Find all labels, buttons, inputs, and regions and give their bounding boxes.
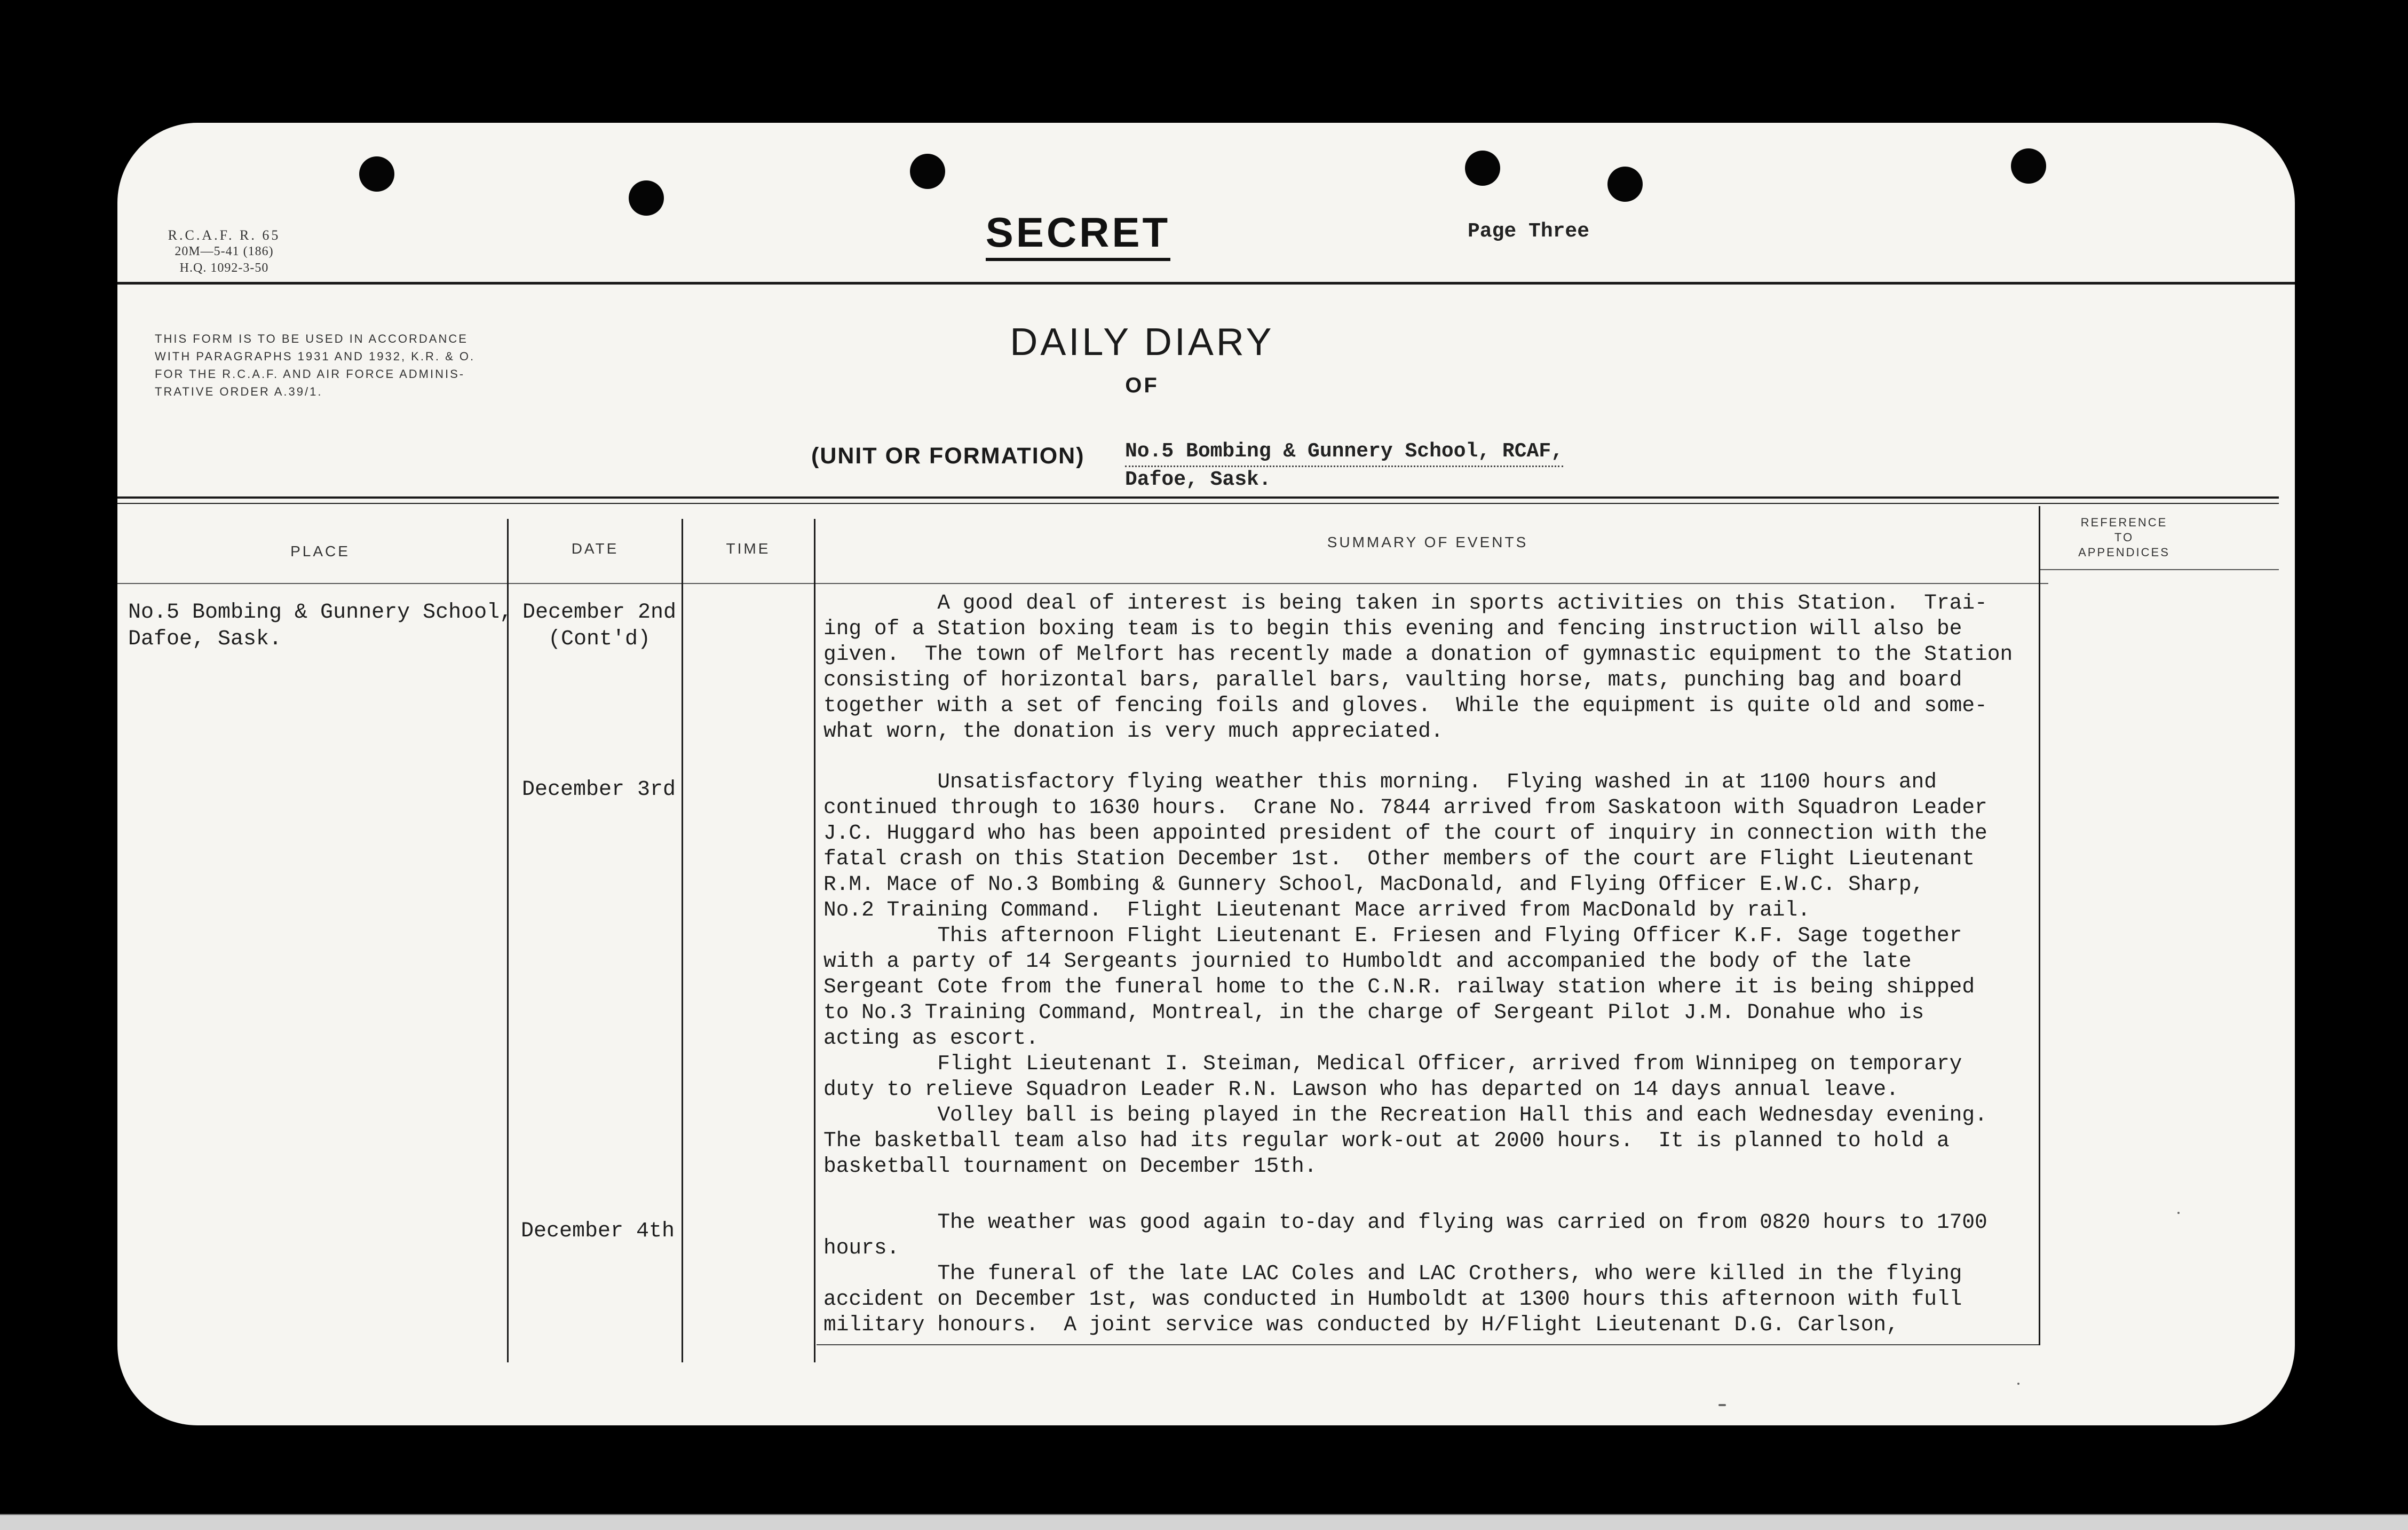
reference-header-line: TO (2114, 531, 2134, 544)
summary-column-header: SUMMARY OF EVENTS (1327, 534, 1528, 550)
summary-line: consisting of horizontal bars, parallel bars, vaulting horse, mats, punching bag and board (823, 668, 1962, 692)
place-column-header: PLACE (290, 543, 350, 559)
date-cell-dec-2 (509, 600, 690, 653)
summary-line: J.C. Huggard who has been appointed president of the court of inquiry in connection with the (823, 821, 1987, 845)
form-number: R.C.A.F. R. 65 (168, 227, 281, 243)
instruction-line: TRATIVE ORDER A.39/1. (155, 385, 323, 398)
unit-label: (UNIT OR FORMATION) (811, 443, 1085, 469)
unit-value (1125, 439, 1563, 493)
instruction-line: FOR THE R.C.A.F. AND AIR FORCE ADMINIS- (155, 367, 465, 381)
summary-line: R.M. Mace of No.3 Bombing & Gunnery School, MacDonald, and Flying Officer E.W.C. Sharp, (823, 872, 1924, 896)
date-line: December 2nd (522, 601, 677, 625)
summary-line: hours. (823, 1236, 900, 1260)
unit-location: Dafoe, Sask. (1125, 468, 1271, 491)
summary-line: A good deal of interest is being taken in sports activities on this Station. Trai- (823, 591, 1987, 615)
summary-entry-dec-3 (823, 769, 2051, 1179)
summary-bottom-rule (817, 1344, 2039, 1345)
table-top-rule-inner (117, 503, 2279, 504)
summary-line: basketball tournament on December 15th. (823, 1154, 1317, 1178)
punch-hole (1607, 167, 1643, 202)
place-line: No.5 Bombing & Gunnery School, (128, 601, 513, 625)
summary-line: accident on December 1st, was conducted in Humboldt at 1300 hours this afternoon with full (823, 1287, 1962, 1311)
place-line: Dafoe, Sask. (128, 627, 282, 651)
summary-line: to No.3 Training Command, Montreal, in the charge of Sergeant Pilot J.M. Donahue who is (823, 1000, 1924, 1024)
instruction-line: WITH PARAGRAPHS 1931 AND 1932, K.R. & O. (155, 350, 476, 363)
header-rule (117, 282, 2295, 285)
summary-line: Sergeant Cote from the funeral home to the C.N.R. railway station where it is being shipped (823, 975, 1975, 999)
summary-line: ing of a Station boxing team is to begin this evening and fencing instruction will also be (823, 617, 1962, 641)
punch-hole (910, 154, 945, 189)
summary-line: The funeral of the late LAC Coles and LAC Crothers, who were killed in the flying (823, 1261, 1962, 1285)
page-number: Page Three (1468, 220, 1590, 243)
date-column-header: DATE (571, 540, 619, 557)
instruction-line: THIS FORM IS TO BE USED IN ACCORDANCE (155, 332, 468, 345)
punch-hole (1465, 151, 1500, 186)
time-summary-divider (814, 519, 815, 1362)
summary-entry-dec-2 (823, 590, 2051, 744)
classification-text: SECRET (986, 209, 1170, 261)
summary-line: acting as escort. (823, 1026, 1039, 1050)
summary-line: This afternoon Flight Lieutenant E. Friesen and Flying Officer K.F. Sage together (823, 924, 1962, 948)
diary-form-card (117, 123, 2295, 1425)
summary-line: given. The town of Melfort has recently made a donation of gymnastic equipment to the Station (823, 642, 2013, 666)
summary-line: duty to relieve Squadron Leader R.N. Lawson who has departed on 14 days annual leave. (823, 1077, 1899, 1101)
summary-line: The weather was good again to-day and flying was carried on from 0820 hours to 1700 (823, 1210, 1987, 1234)
hq-file: H.Q. 1092-3-50 (179, 261, 269, 275)
classification-stamp (939, 208, 1217, 257)
date-line: (Cont'd) (548, 627, 651, 651)
reference-column-header (2044, 515, 2204, 560)
punch-hole (2011, 148, 2046, 184)
time-column-header: TIME (726, 540, 771, 557)
form-code (155, 227, 294, 277)
form-title: DAILY DIARY (1010, 321, 1274, 364)
reference-header-rule (2039, 569, 2279, 570)
unit-name: No.5 Bombing & Gunnery School, RCAF, (1125, 439, 1563, 467)
summary-line: Flight Lieutenant I. Steiman, Medical Officer, arrived from Winnipeg on temporary (823, 1052, 1962, 1076)
summary-entry-dec-4 (823, 1210, 2051, 1338)
scanner-bed-strip (0, 1514, 2408, 1530)
punch-hole (629, 180, 664, 216)
print-run: 20M—5-41 (186) (175, 245, 274, 258)
summary-line: together with a set of fencing foils and gloves. While the equipment is quite old and some- (823, 693, 1987, 717)
summary-line: No.2 Training Command. Flight Lieutenant Mace arrived from MacDonald by rail. (823, 898, 1810, 922)
table-top-rule (117, 496, 2279, 499)
paper-speck (2017, 1383, 2019, 1385)
summary-line: continued through to 1630 hours. Crane No. 7844 arrived from Saskatoon with Squadron Leader (823, 795, 1987, 819)
date-cell-dec-3: December 3rd (522, 778, 676, 802)
date-cell-dec-4: December 4th (521, 1219, 675, 1243)
reference-header-line: REFERENCE (2080, 516, 2168, 529)
summary-line: The basketball team also had its regular work-out at 2000 hours. It is planned to hold a (823, 1129, 1950, 1153)
place-cell (128, 600, 512, 653)
form-instructions (155, 330, 560, 400)
summary-line: what worn, the donation is very much appreciated. (823, 719, 1444, 743)
paper-speck (2177, 1212, 2180, 1214)
summary-line: military honours. A joint service was conducted by H/Flight Lieutenant D.G. Carlson, (823, 1313, 1899, 1337)
summary-line: fatal crash on this Station December 1st. Other members of the court are Flight Lieutenant (823, 847, 1975, 871)
summary-line: Unsatisfactory flying weather this morning. Flying washed in at 1100 hours and (823, 770, 1937, 794)
summary-line: Volley ball is being played in the Recreation Hall this and each Wednesday evening. (823, 1103, 1987, 1127)
punch-hole (359, 156, 394, 192)
header-bottom-rule (117, 583, 2048, 584)
reference-header-line: APPENDICES (2078, 546, 2170, 559)
paper-speck (1718, 1404, 1726, 1406)
form-title-of: OF (1125, 374, 1159, 397)
summary-line: with a party of 14 Sergeants journied to Humboldt and accompanied the body of the late (823, 949, 1912, 973)
